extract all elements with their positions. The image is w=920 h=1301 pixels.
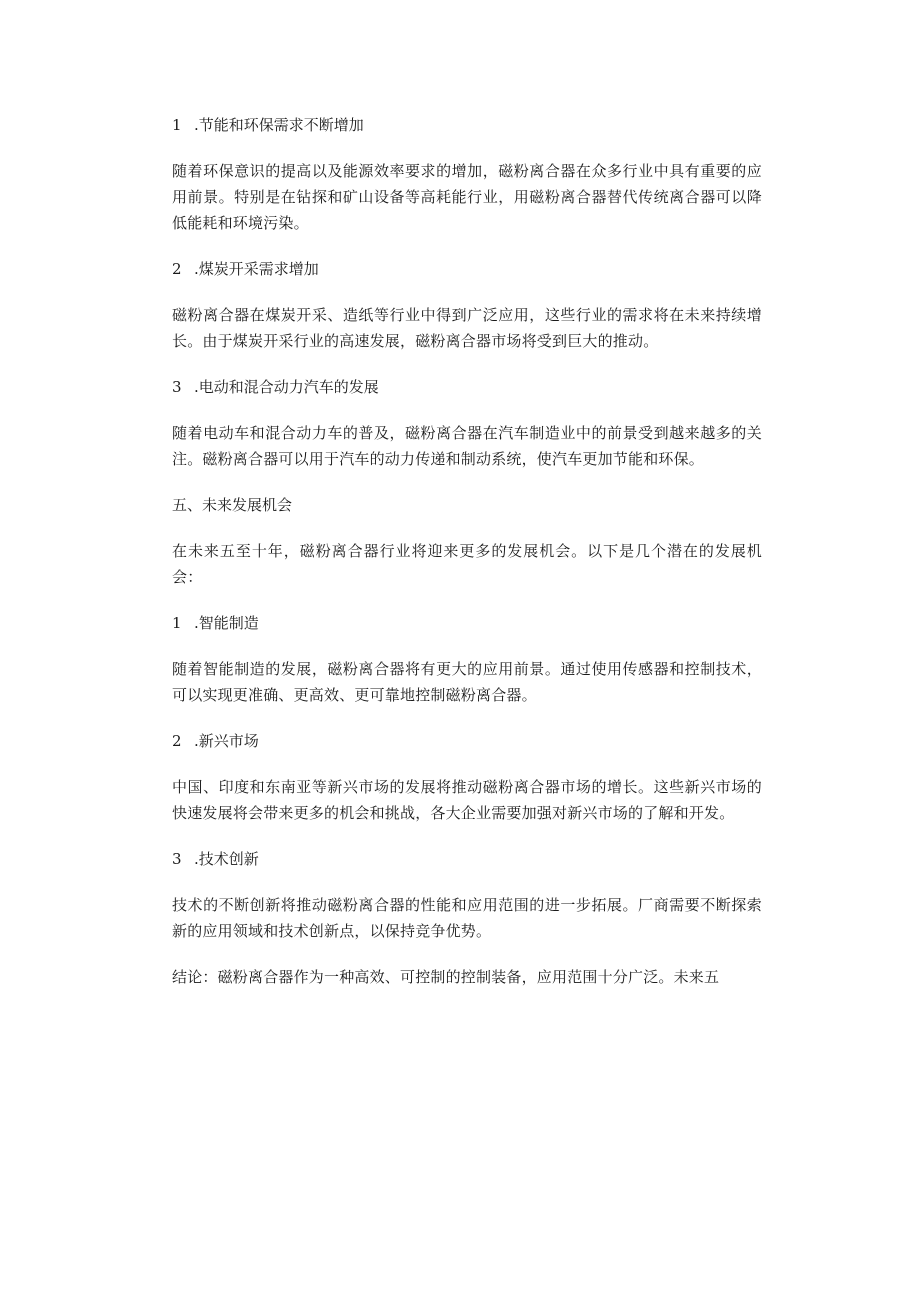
heading-text: .节能和环保需求不断增加 (194, 116, 364, 134)
paragraph-smart-manufacturing: 随着智能制造的发展，磁粉离合器将有更大的应用前景。通过使用传感器和控制技术，可以实现更准确、更高效、更可靠地控制磁粉离合器。 (172, 660, 762, 704)
heading-text: .电动和混合动力汽车的发展 (194, 378, 379, 396)
paragraph-coal-mining: 磁粉离合器在煤炭开采、造纸等行业中得到广泛应用，这些行业的需求将在未来持续增长。由于煤炭开采行业的高速发展，磁粉离合器市场将受到巨大的推动。 (172, 306, 762, 350)
document-body (172, 112, 762, 1010)
section-heading-future-opportunities (172, 492, 762, 518)
subsection-heading-smart-manufacturing (172, 610, 762, 636)
subsection-heading-emerging-markets (172, 728, 762, 754)
heading-number: 3 (172, 378, 182, 396)
subsection-heading-electric-vehicles (172, 374, 762, 400)
subsection-heading-coal-mining (172, 256, 762, 282)
heading-text: .技术创新 (194, 850, 259, 868)
heading-text: 五、未来发展机会 (172, 496, 293, 514)
paragraph-tech-innovation: 技术的不断创新将推动磁粉离合器的性能和应用范围的进一步拓展。厂商需要不断探索新的应用领域和技术创新点，以保持竞争优势。 (172, 896, 762, 940)
paragraph-electric-vehicles: 随着电动车和混合动力车的普及，磁粉离合器在汽车制造业中的前景受到越来越多的关注。磁粉离合器可以用于汽车的动力传递和制动系统，使汽车更加节能和环保。 (172, 424, 762, 468)
heading-number: 2 (172, 732, 182, 750)
heading-number: 1 (172, 614, 182, 632)
heading-text: .煤炭开采需求增加 (194, 260, 319, 278)
paragraph-conclusion: 结论：磁粉离合器作为一种高效、可控制的控制装备，应用范围十分广泛。未来五 (172, 968, 720, 986)
heading-text: .智能制造 (194, 614, 259, 632)
paragraph-energy-saving: 随着环保意识的提高以及能源效率要求的增加，磁粉离合器在众多行业中具有重要的应用前景。特别是在钻探和矿山设备等高耗能行业，用磁粉离合器替代传统离合器可以降低能耗和环境污染。 (172, 162, 762, 232)
heading-text: .新兴市场 (194, 732, 259, 750)
subsection-heading-energy-saving (172, 112, 762, 138)
heading-number: 3 (172, 850, 182, 868)
paragraph-emerging-markets: 中国、印度和东南亚等新兴市场的发展将推动磁粉离合器市场的增长。这些新兴市场的快速发展将会带来更多的机会和挑战，各大企业需要加强对新兴市场的了解和开发。 (172, 778, 762, 822)
heading-number: 2 (172, 260, 182, 278)
paragraph-future-intro: 在未来五至十年，磁粉离合器行业将迎来更多的发展机会。以下是几个潜在的发展机会： (172, 542, 762, 586)
subsection-heading-tech-innovation (172, 846, 762, 872)
heading-number: 1 (172, 116, 182, 134)
